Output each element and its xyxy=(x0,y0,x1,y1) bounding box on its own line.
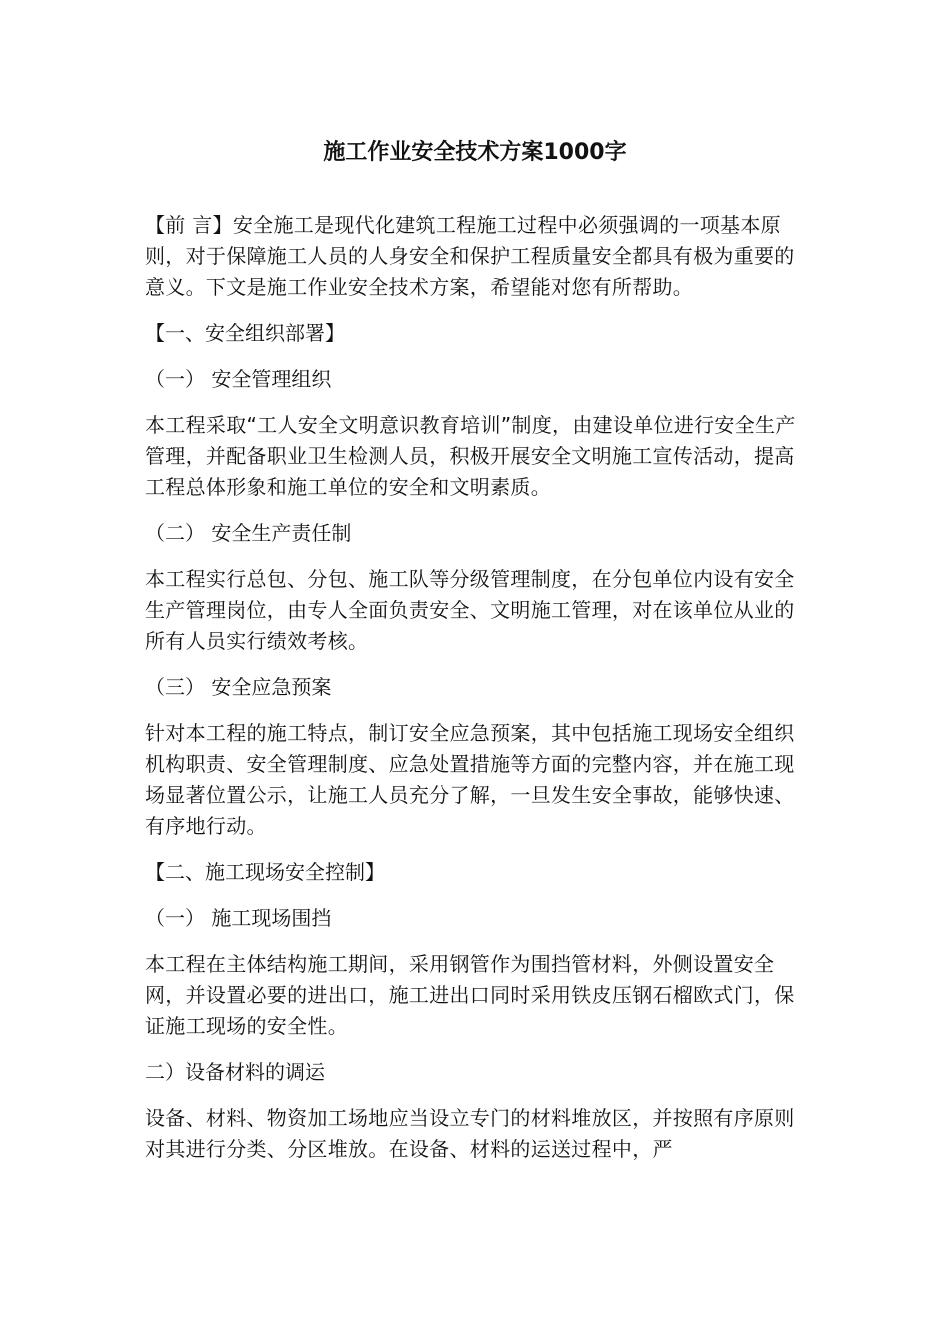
paragraph-2-1: 本工程在主体结构施工期间，采用钢管作为围挡管材料，外侧设置安全网，并设置必要的进出口，施工进出口同时采用铁皮压钢石榴欧式门，保证施工现场的安全性。 xyxy=(145,952,795,1038)
paragraph-2-2: 设备、材料、物资加工场地应当设立专门的材料堆放区，并按照有序原则对其进行分类、分区堆放。在设备、材料的运送过程中，严 xyxy=(145,1106,795,1161)
subsection-heading-2-2: 二）设备材料的调运 xyxy=(145,1060,325,1084)
section-heading-1: 【一、安全组织部署】 xyxy=(145,321,345,345)
subsection-heading-2-1: （一） 施工现场围挡 xyxy=(145,906,332,930)
paragraph-1-1: 本工程采取“工人安全文明意识教育培训”制度，由建设单位进行安全生产管理，并配备职业卫生检测人员，积极开展安全文明施工宣传活动，提高工程总体形象和施工单位的安全和文明素质。 xyxy=(145,413,796,499)
document-body xyxy=(145,210,810,1180)
document-title: 施工作业安全技术方案1000字 xyxy=(323,140,627,165)
intro-paragraph: 【前 言】安全施工是现代化建筑工程施工过程中必须强调的一项基本原则，对于保障施工人员的人身安全和保护工程质量安全都具有极为重要的意义。下文是施工作业安全技术方案，希望能对您有所帮助。 xyxy=(145,213,795,299)
section-heading-2: 【二、施工现场安全控制】 xyxy=(145,860,385,884)
subsection-heading-1-3: （三） 安全应急预案 xyxy=(145,675,332,699)
subsection-heading-1-1: （一） 安全管理组织 xyxy=(145,367,332,391)
subsection-heading-1-2: （二） 安全生产责任制 xyxy=(145,521,352,545)
paragraph-1-2: 本工程实行总包、分包、施工队等分级管理制度，在分包单位内设有安全生产管理岗位，由专人全面负责安全、文明施工管理，对在该单位从业的所有人员实行绩效考核。 xyxy=(145,567,795,653)
paragraph-1-3: 针对本工程的施工特点，制订安全应急预案，其中包括施工现场安全组织机构职责、安全管理制度、应急处置措施等方面的完整内容，并在施工现场显著位置公示，让施工人员充分了解，一旦发生安全事故，能够快速、有序地行动。 xyxy=(145,721,795,838)
